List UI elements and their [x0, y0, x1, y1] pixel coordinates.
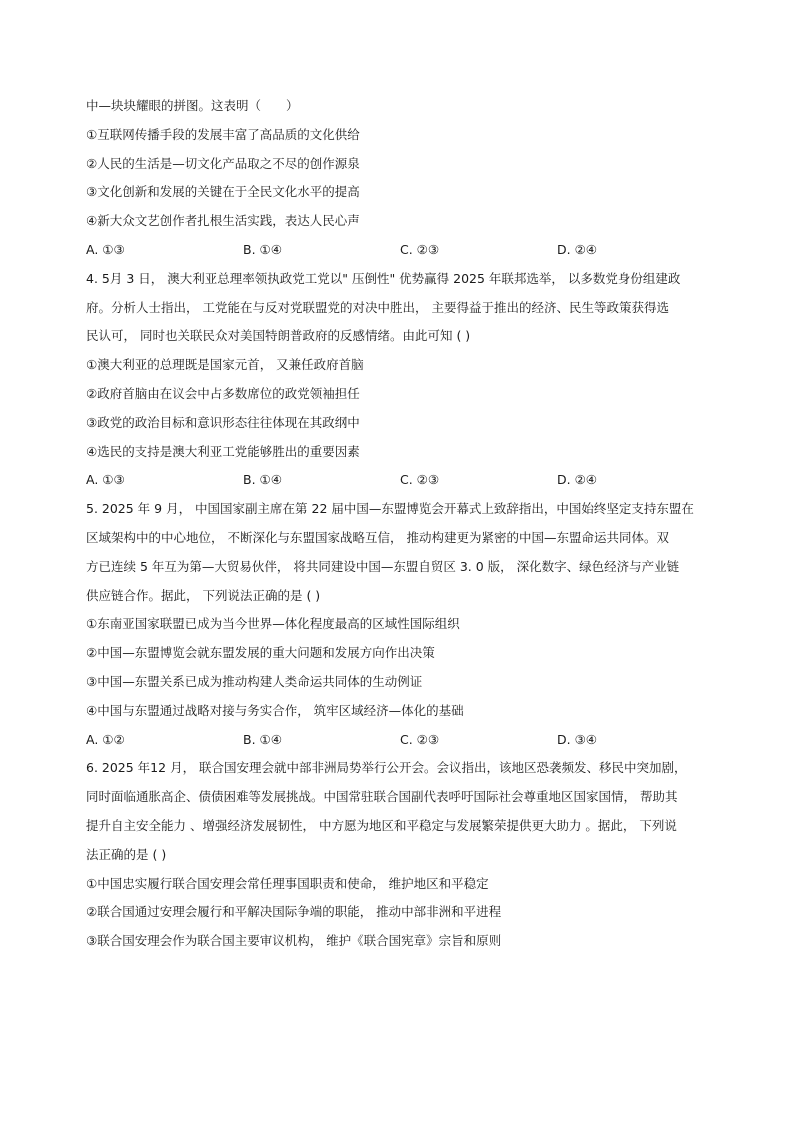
question-3-item-3: ③文化创新和发展的关键在于全民文化水平的提高: [86, 184, 360, 200]
exam-page: [86, 92, 718, 956]
question-4: [86, 265, 718, 495]
question-6-item-3: ③联合国安理会作为联合国主要审议机构， 维护《联合国宪章》宗旨和原则: [86, 933, 502, 949]
question-5-item-2: ②中国—东盟博览会就东盟发展的重大问题和发展方向作出决策: [86, 645, 435, 661]
question-4-item-4: ④选民的支持是澳大利亚工党能够胜出的重要因素: [86, 443, 360, 459]
question-3-item-4: ④新大众文艺创作者扎根生活实践，表达人民心声: [86, 213, 360, 229]
question-3-stem: 中—块块耀眼的拼图。这表明（ ）: [86, 98, 299, 113]
question-6-item-2: ②联合国通过安理会履行和平解决国际争端的职能， 推动中部非洲和平进程: [86, 904, 502, 920]
question-5-item-1: ①东南亚国家联盟已成为当今世界—体化程度最高的区域性国际组织: [86, 616, 460, 632]
question-4-item-2: ②政府首脑由在议会中占多数席位的政党领袖担任: [86, 385, 360, 401]
question-5-item-4: ④中国与东盟通过战略对接与务实合作， 筑牢区域经济—体化的基础: [86, 702, 464, 718]
option-c: C. ②③: [400, 241, 440, 257]
question-5-options: [86, 726, 718, 755]
question-4-item-3: ③政党的政治目标和意识形态往往体现在其政纲中: [86, 414, 360, 430]
option-c: C. ②③: [400, 472, 440, 488]
question-3-item-2: ②人民的生活是—切文化产品取之不尽的创作源泉: [86, 155, 360, 171]
question-5-stem-line-3: 方已连续 5 年互为第—大贸易伙伴， 将共同建设中国—东盟自贸区 3. 0 版， 深化数字、绿色经济与产业链: [86, 558, 680, 574]
question-4-options: [86, 466, 718, 495]
option-a: A. ①③: [86, 472, 125, 488]
question-5: [86, 495, 718, 754]
option-d: D. ②④: [557, 241, 597, 257]
option-a: A. ①②: [86, 731, 125, 747]
question-6-stem-line-2: 同时面临通胀高企、债债困难等发展挑战。中国常驻联合国副代表呼吁国际社会尊重地区国家国情， 帮助其: [86, 789, 678, 805]
question-6-stem-line-3: 提升自主安全能力 、增强经济发展韧性， 中方愿为地区和平稳定与发展繁荣提供更大助力 。据此， 下列说: [86, 817, 677, 833]
question-5-stem-line-1: 5. 2025 年 9 月， 中国国家副主席在第 22 届中国—东盟博览会开幕式上致辞指出，中国始终坚定支持东盟在: [86, 501, 694, 517]
question-5-stem-line-4: 供应链合作。据此， 下列说法正确的是 ( ): [86, 587, 321, 603]
option-b: B. ①④: [243, 731, 282, 747]
question-5-item-3: ③中国—东盟关系已成为推动构建人类命运共同体的生动例证: [86, 673, 423, 689]
question-6-item-1: ①中国忠实履行联合国安理会常任理事国职责和使命， 维护地区和平稳定: [86, 875, 489, 891]
option-d: D. ②④: [557, 472, 597, 488]
question-5-stem-line-2: 区域架构中的中心地位， 不断深化与东盟国家战略互信， 推动构建更为紧密的中国—东盟命运共同体。双: [86, 529, 669, 545]
question-6-stem-line-1: 6. 2025 年12 月， 联合国安理会就中部非洲局势举行公开会。会议指出，该地区恐袭频发、移民中突加剧，: [86, 760, 687, 776]
option-b: B. ①④: [243, 241, 282, 257]
question-4-item-1: ①澳大利亚的总理既是国家元首， 又兼任政府首脑: [86, 357, 364, 373]
question-3: [86, 92, 718, 265]
question-4-stem-line-1: 4. 5月 3 日， 澳大利亚总理率领执政党工党以" 压倒性" 优势赢得 2025 年联邦选举， 以多数党身份组建政: [86, 270, 681, 286]
question-6: [86, 754, 718, 956]
option-a: A. ①③: [86, 241, 125, 257]
question-3-item-1: ①互联网传播手段的发展丰富了高品质的文化供给: [86, 126, 360, 142]
option-c: C. ②③: [400, 731, 440, 747]
question-4-stem-line-2: 府。分析人士指出， 工党能在与反对党联盟党的对决中胜出， 主要得益于推出的经济、民生等政策获得选: [86, 299, 669, 315]
question-3-options: [86, 236, 718, 265]
question-6-stem-line-4: 法正确的是 ( ): [86, 846, 167, 862]
question-4-stem-line-3: 民认可， 同时也关联民众对美国特朗普政府的反感情绪。由此可知 ( ): [86, 328, 471, 344]
option-b: B. ①④: [243, 472, 282, 488]
option-d: D. ③④: [557, 731, 597, 747]
